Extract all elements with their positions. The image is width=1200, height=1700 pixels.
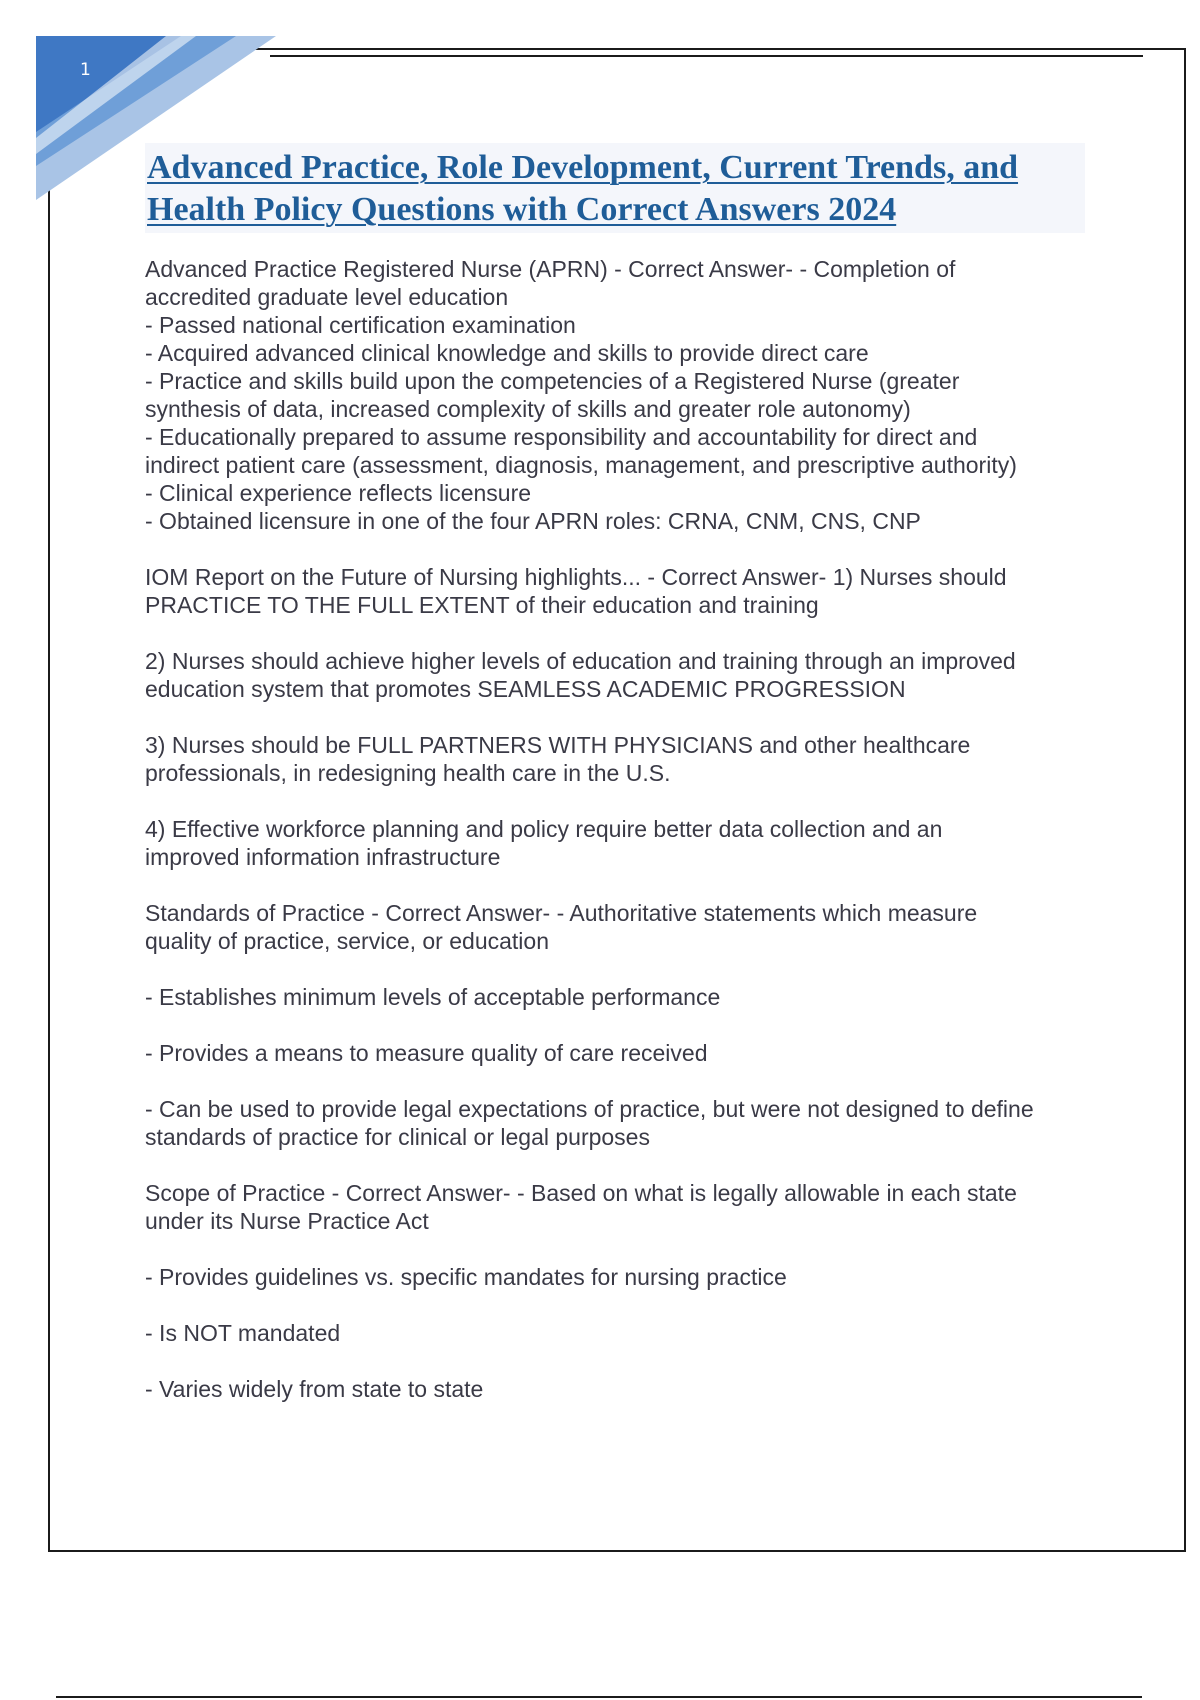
text-line: - Acquired advanced clinical knowledge and skills to provide direct care [145,340,869,366]
page-number: 1 [80,60,91,80]
text-line: 2) Nurses should achieve higher levels of education and training through an improved [145,648,1016,674]
text-line: 4) Effective workforce planning and policy require better data collection and an [145,816,943,842]
paragraph [145,1319,1095,1347]
text-line: indirect patient care (assessment, diagnosis, management, and prescriptive authority) [145,452,1017,478]
title-line-1: Advanced Practice, Role Development, Current Trends, and [147,149,1019,186]
text-line: Scope of Practice - Correct Answer- - Based on what is legally allowable in each state [145,1180,1017,1206]
paragraph [145,255,1095,535]
paragraph [145,731,1095,787]
text-line: 3) Nurses should be FULL PARTNERS WITH PHYSICIANS and other healthcare [145,732,971,758]
text-line: - Provides guidelines vs. specific mandates for nursing practice [145,1264,787,1290]
text-line: under its Nurse Practice Act [145,1208,429,1234]
text-line: - Can be used to provide legal expectations of practice, but were not designed to define [145,1096,1034,1122]
paragraph [145,815,1095,871]
paragraph [145,899,1095,955]
text-line: professionals, in redesigning health care in the U.S. [145,760,671,786]
paragraph [145,563,1095,619]
footer-rule [56,1696,1142,1698]
paragraph [145,1263,1095,1291]
header-rule [270,55,1143,57]
text-line: - Educationally prepared to assume responsibility and accountability for direct and [145,424,978,450]
paragraph [145,647,1095,703]
text-line: accredited graduate level education [145,284,509,310]
text-line: - Clinical experience reflects licensure [145,480,532,506]
text-line: - Passed national certification examination [145,312,576,338]
title-line-2: Health Policy Questions with Correct Answers 2024 [147,191,897,228]
text-line: - Obtained licensure in one of the four APRN roles: CRNA, CNM, CNS, CNP [145,508,921,534]
text-line: Standards of Practice - Correct Answer- - Authoritative statements which measure [145,900,978,926]
text-line: - Is NOT mandated [145,1320,341,1346]
text-line: education system that promotes SEAMLESS ACADEMIC PROGRESSION [145,676,906,702]
text-line: quality of practice, service, or education [145,928,549,954]
text-line: - Practice and skills build upon the competencies of a Registered Nurse (greater [145,368,960,394]
paragraph [145,1375,1095,1403]
text-line: - Establishes minimum levels of acceptable performance [145,984,721,1010]
paragraph [145,1039,1095,1067]
paragraph-list [145,255,1095,1403]
document-body [145,143,1095,1431]
text-line: - Varies widely from state to state [145,1376,484,1402]
paragraph [145,983,1095,1011]
text-line: synthesis of data, increased complexity of skills and greater role autonomy) [145,396,911,422]
document-title [145,143,1085,233]
paragraph [145,1095,1095,1151]
text-line: improved information infrastructure [145,844,501,870]
text-line: PRACTICE TO THE FULL EXTENT of their education and training [145,592,819,618]
text-line: IOM Report on the Future of Nursing highlights... - Correct Answer- 1) Nurses should [145,564,1007,590]
text-line: Advanced Practice Registered Nurse (APRN) - Correct Answer- - Completion of [145,256,956,282]
paragraph [145,1179,1095,1235]
text-line: - Provides a means to measure quality of care received [145,1040,708,1066]
text-line: standards of practice for clinical or legal purposes [145,1124,650,1150]
